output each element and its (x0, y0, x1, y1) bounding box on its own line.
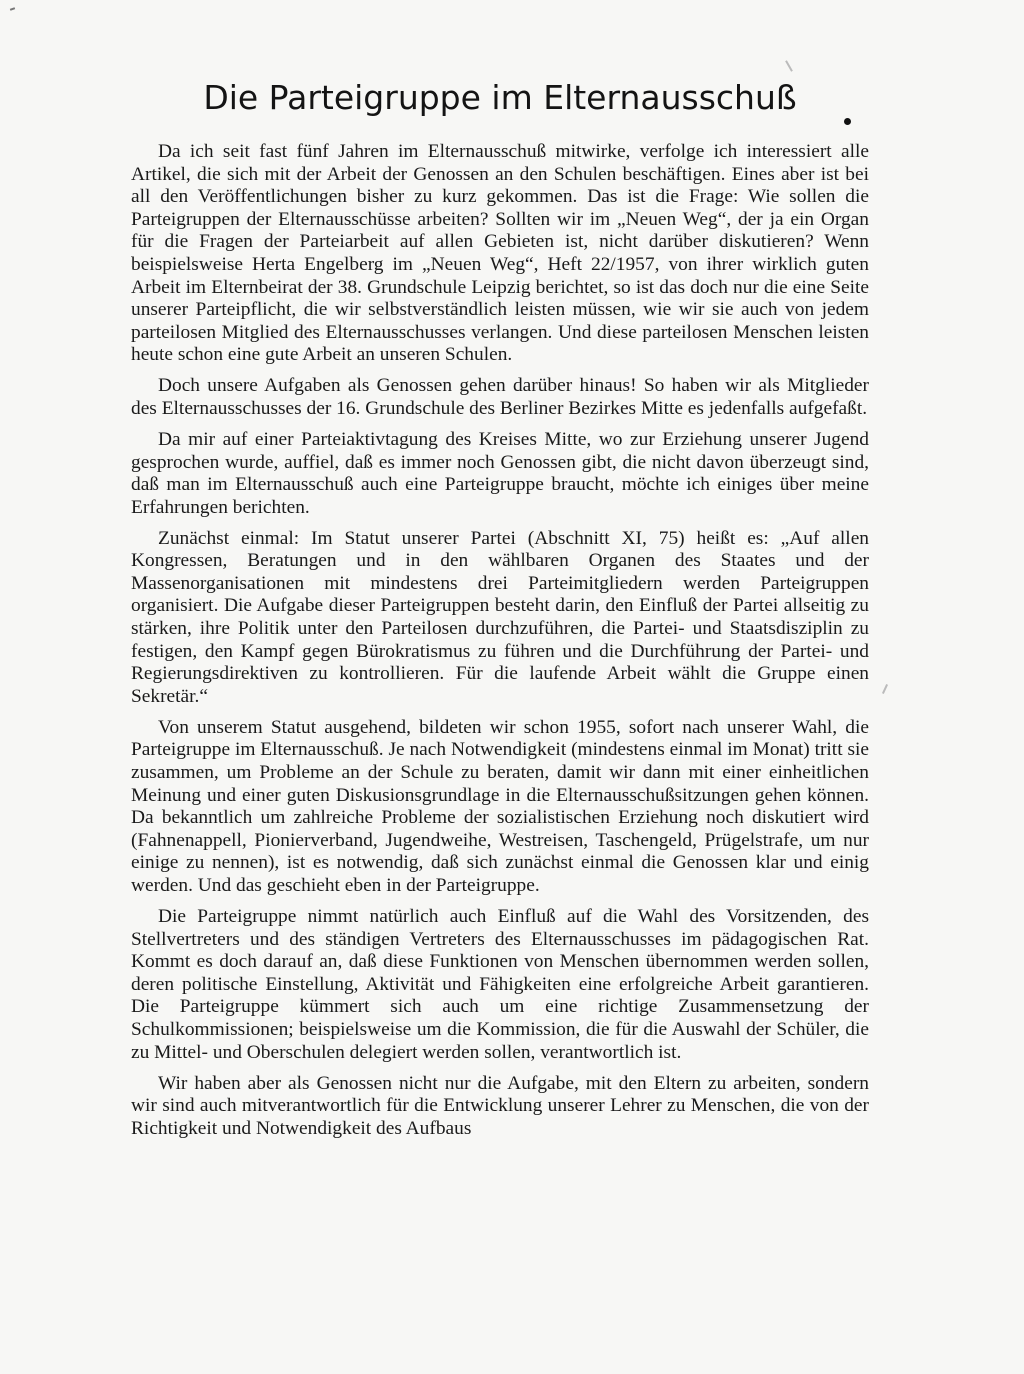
scan-speck (10, 7, 15, 11)
article-body (131, 141, 869, 1149)
scan-speck (882, 684, 888, 694)
paragraph: Wir haben aber als Genossen nicht nur die Aufgabe, mit den Eltern zu arbeiten, sondern wir sind auch mitverantwortlich für die Entwicklung unserer Lehrer zu Menschen, die von der Richtigkeit und Notwendigkeit des Aufbaus (131, 1072, 869, 1139)
paragraph: Zunächst einmal: Im Statut unserer Partei (Abschnitt XI, 75) heißt es: „Auf allen Kongressen, Beratungen und in den wählbaren Organen des Staates und der Massenorganisationen mit mindestens drei Parteimitgliedern werden Parteigruppen organisiert. Die Aufgabe dieser Parteigruppen besteht darin, den Einfluß der Partei allseitig zu stärken, ihre Politik unter den Parteilosen durchzuführen, die Partei- und Staatsdisziplin zu festigen, den Kampf gegen Bürokratismus zu führen und die Durchführung der Partei- und Regierungsdirektiven zu kontrollieren. Für die laufende Arbeit wählt die Gruppe einen Sekretär.“ (131, 527, 869, 707)
paragraph: Die Parteigruppe nimmt natürlich auch Einfluß auf die Wahl des Vorsitzenden, des Stellvertreters und des ständigen Vertreters des Elternausschusses im pädagogischen Rat. Kommt es doch darauf an, daß diese Funktionen von Menschen übernommen werden sollen, deren politische Einstellung, Aktivität und Fähigkeiten eine erfolgreiche Arbeit garantieren. Die Parteigruppe kümmert sich auch um eine richtige Zusammensetzung der Schulkommissionen; beispielsweise um die Kommission, die für die Auswahl der Schüler, die zu Mittel- und Oberschulen delegiert werden sollen, verantwortlich ist. (131, 905, 869, 1063)
ink-dot (844, 118, 851, 125)
article-title: Die Parteigruppe im Elternausschuß (203, 78, 797, 117)
paragraph: Da ich seit fast fünf Jahren im Elternausschuß mitwirke, verfolge ich interessiert alle Artikel, die sich mit der Arbeit der Genossen an den Schulen beschäftigen. Eines aber ist bei all den Veröffentlichungen bisher zu kurz gekommen. Das ist die Frage: Wie sollen die Parteigruppen der Elternausschüsse arbeiten? Sollten wir im „Neuen Weg“, der ja ein Organ für die Fragen der Parteiarbeit auf allen Gebieten ist, nicht darüber diskutieren? Wenn beispielsweise Herta Engelberg im „Neuen Weg“, Heft 22/1957, von ihrer wirklich guten Arbeit im Elternbeirat der 38. Grundschule Leipzig berichtet, so ist das doch nur die eine Seite unserer Parteipflicht, die wir selbstverständlich leisten müssen, wie wir sie auch von jedem parteilosen Mitglied des Elternausschusses verlangen. Und diese parteilosen Menschen leisten heute schon eine gute Arbeit an unseren Schulen. (131, 141, 869, 366)
paragraph: Doch unsere Aufgaben als Genossen gehen darüber hinaus! So haben wir als Mitglieder des Elternausschusses der 16. Grundschule des Berliner Bezirkes Mitte es jedenfalls aufgefaßt. (131, 375, 869, 419)
paragraph: Da mir auf einer Parteiaktivtagung des Kreises Mitte, wo zur Erziehung unserer Jugend gesprochen wurde, auffiel, daß es immer noch Genossen gibt, die nicht davon überzeugt sind, daß man im Elternausschuß auch eine Parteigruppe braucht, möchte ich einiges über meine Erfahrungen berichten. (131, 428, 869, 518)
scan-speck (785, 60, 793, 71)
paragraph: Von unserem Statut ausgehend, bildeten wir schon 1955, sofort nach unserer Wahl, die Parteigruppe im Elternausschuß. Je nach Notwendigkeit (mindestens einmal im Monat) tritt sie zusammen, um Probleme an der Schule zu beraten, damit wir dann mit einer einheitlichen Meinung und einer guten Diskusionsgrundlage in die Elternausschußsitzungen gehen können. Da bekanntlich um zahlreiche Probleme der sozialistischen Erziehung noch diskutiert wird (Fahnenappell, Pionierverband, Jugendweihe, Westreisen, Taschengeld, Prügelstrafe, um nur einige zu nennen), ist es notwendig, daß sich zunächst einmal die Genossen klar und einig werden. Und das geschieht eben in der Parteigruppe. (131, 716, 869, 896)
